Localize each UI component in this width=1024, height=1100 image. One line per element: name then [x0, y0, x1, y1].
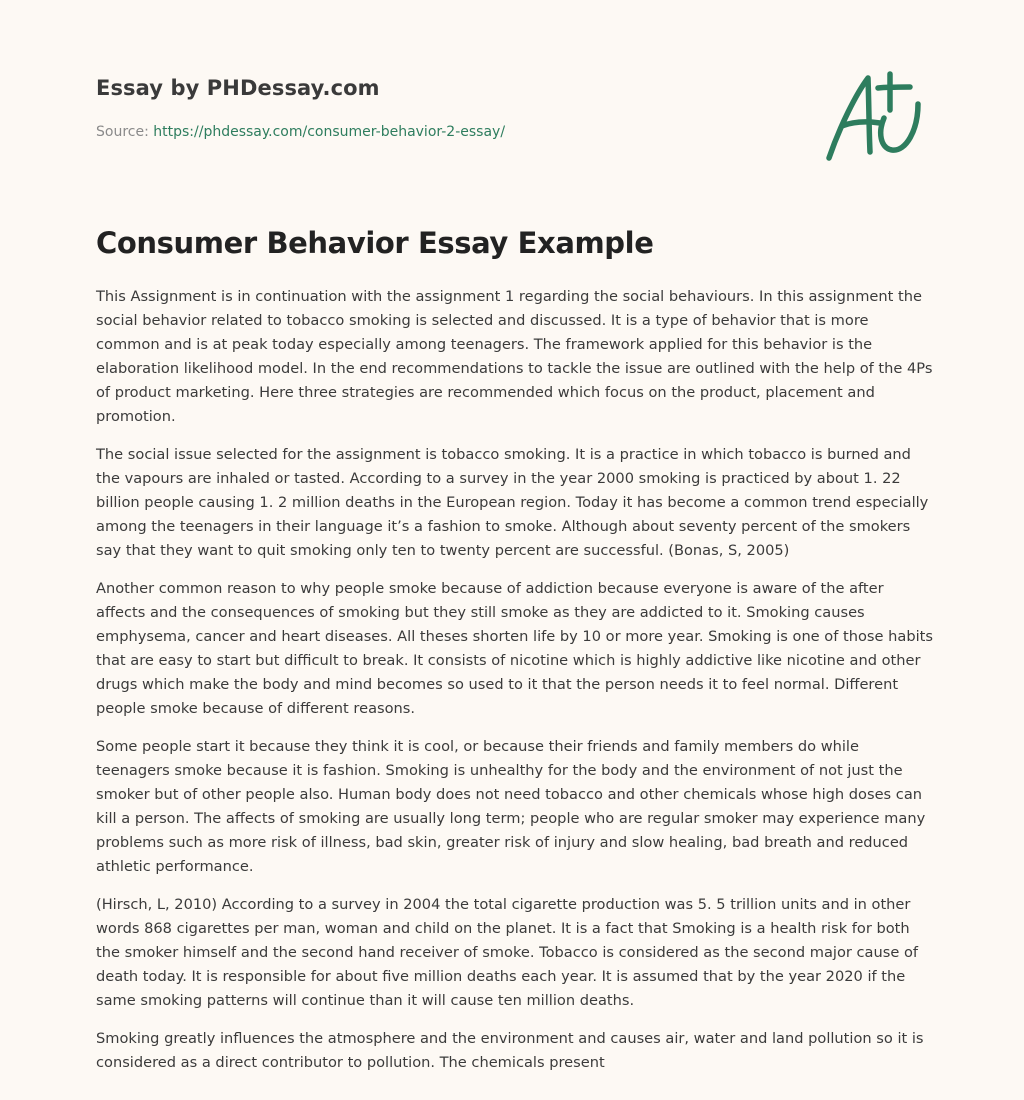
a-plus-logo-icon	[822, 66, 926, 166]
source-line	[96, 124, 505, 140]
essay-paragraph: Smoking greatly influences the atmosphere and the environment and causes air, water and land pollution so it is considered as a direct contributor to pollution. The chemicals present	[96, 1030, 924, 1071]
essay-title: Consumer Behavior Essay Example	[96, 226, 654, 260]
site-title: Essay by PHDessay.com	[96, 76, 380, 100]
essay-paragraph: This Assignment is in continuation with the assignment 1 regarding the social behaviours. In this assignment the social behavior related to tobacco smoking is selected and discussed. It is a type of behavior that is more common and is at peak today especially among teenagers. The framework applied for this behavior is the elaboration likelihood model. In the end recommendations to tackle the issue are outlined with the help of the 4Ps of product marketing. Here three strategies are recommended which focus on the product, placement and promotion.	[96, 288, 933, 425]
essay-body	[96, 285, 936, 1089]
essay-paragraph: Another common reason to why people smoke because of addiction because everyone is aware of the after affects and the consequences of smoking but they still smoke as they are addicted to it. Smoking causes emphysema, cancer and heart diseases. All theses shorten life by 10 or more year. Smoking is one of those habits that are easy to start but difficult to break. It consists of nicotine which is highly addictive like nicotine and other drugs which make the body and mind becomes so used to it that the person needs it to feel normal. Different people smoke because of different reasons.	[96, 580, 933, 717]
source-label: Source:	[96, 124, 149, 140]
essay-paragraph: Some people start it because they think it is cool, or because their friends and family members do while teenagers smoke because it is fashion. Smoking is unhealthy for the body and the environment of not just the smoker but of other people also. Human body does not need tobacco and other chemicals whose high doses can kill a person. The affects of smoking are usually long term; people who are regular smoker may experience many problems such as more risk of illness, bad skin, greater risk of injury and slow healing, bad breath and reduced athletic performance.	[96, 738, 926, 875]
source-link[interactable]: https://phdessay.com/consumer-behavior-2-essay/	[153, 124, 506, 140]
essay-paragraph: The social issue selected for the assignment is tobacco smoking. It is a practice in which tobacco is burned and the vapours are inhaled or tasted. According to a survey in the year 2000 smoking is practiced by about 1. 22 billion people causing 1. 2 million deaths in the European region. Today it has become a common trend especially among the teenagers in their language it’s a fashion to smoke. Although about seventy percent of the smokers say that they want to quit smoking only ten to twenty percent are successful. (Bonas, S, 2005)	[96, 446, 929, 559]
essay-paragraph: (Hirsch, L, 2010) According to a survey in 2004 the total cigarette production was 5. 5 trillion units and in other words 868 cigarettes per man, woman and child on the planet. It is a fact that Smoking is a health risk for both the smoker himself and the second hand receiver of smoke. Tobacco is considered as the second major cause of death today. It is responsible for about five million deaths each year. It is assumed that by the year 2020 if the same smoking patterns will continue than it will cause ten million deaths.	[96, 896, 919, 1009]
